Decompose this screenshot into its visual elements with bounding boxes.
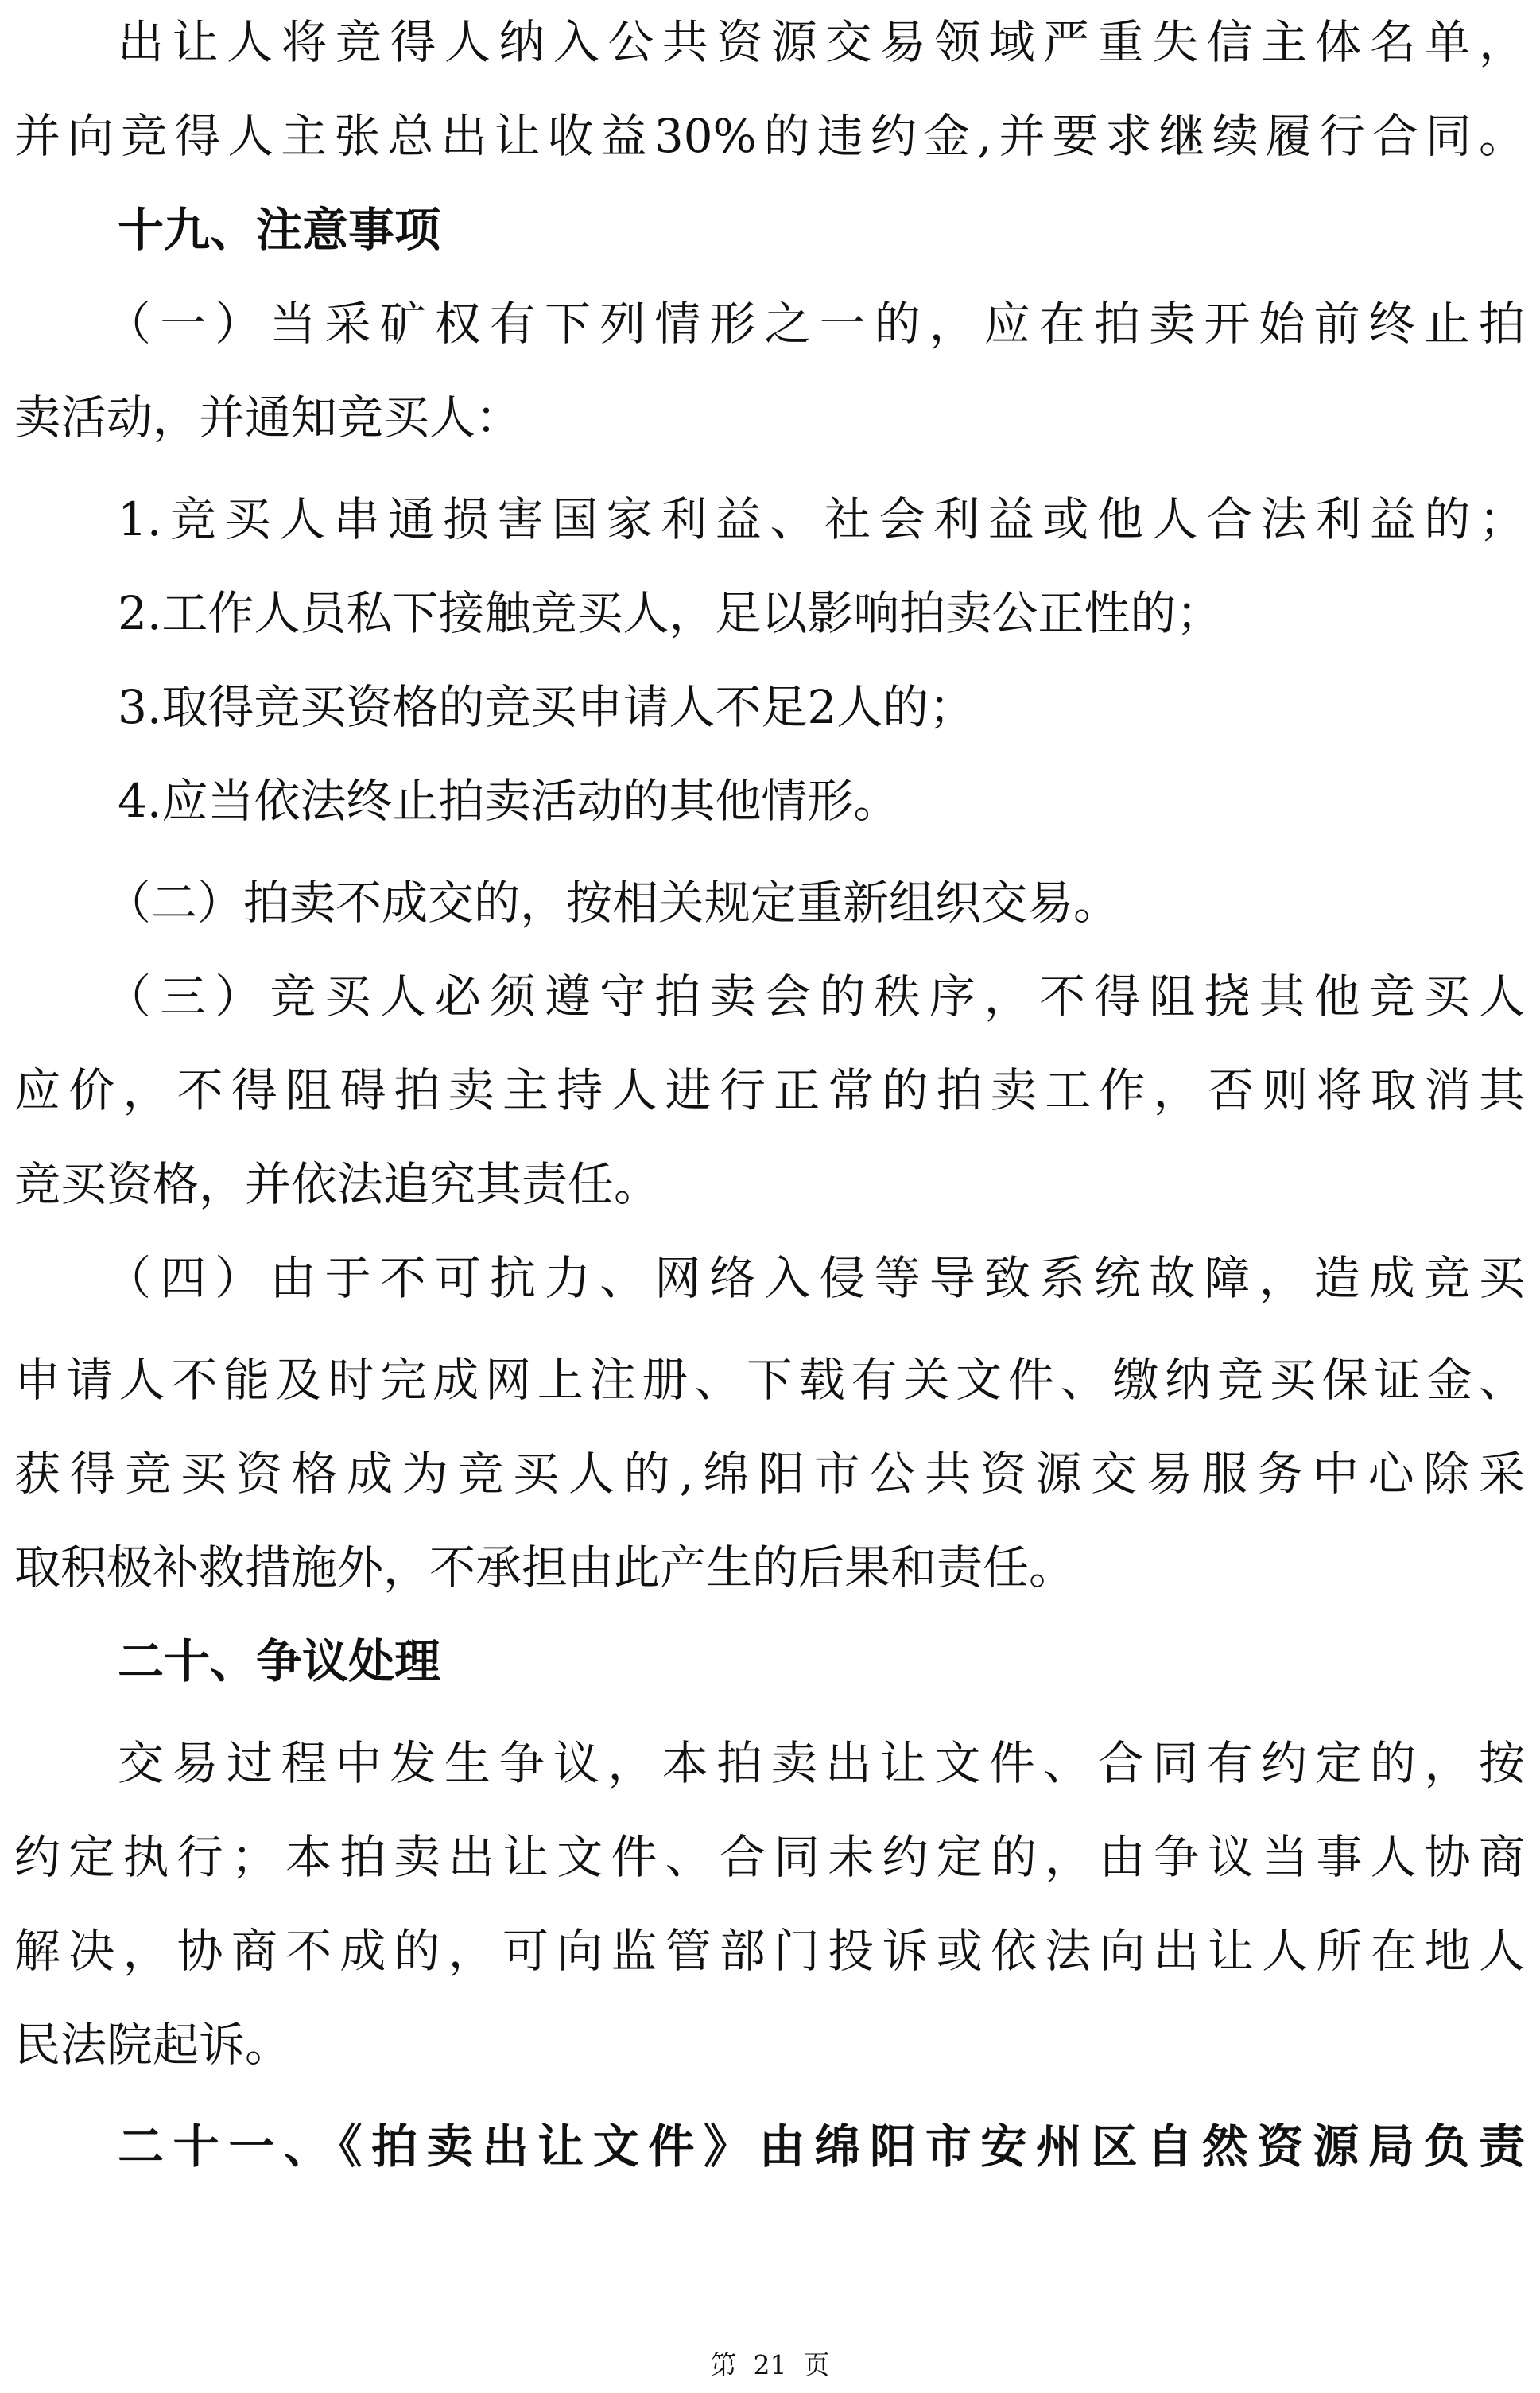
body-text-line: 解决，协商不成的，可向监管部门投诉或依法向出让人所在地人 [14,1924,1525,1978]
body-text-line: （四）由于不可抗力、网络入侵等导致系统故障，造成竞买 [105,1251,1525,1305]
body-text-line: 竞买资格，并依法追究其责任。 [14,1157,661,1211]
body-text-line: 民法院起诉。 [14,2018,292,2072]
list-item: 2.工作人员私下接触竞买人，足以影响拍卖公正性的； [118,586,1223,640]
body-text-line: 获得竞买资格成为竞买人的,绵阳市公共资源交易服务中心除采 [14,1447,1525,1501]
list-item: 4.应当依法终止拍卖活动的其他情形。 [118,774,900,828]
body-text-line: 交易过程中发生争议，本拍卖出让文件、合同有约定的，按 [118,1736,1525,1790]
body-text-line: 取积极补救措施外，不承担由此产生的后果和责任。 [14,1540,1076,1595]
body-text-line: 卖活动，并通知竞买人： [14,390,522,445]
body-text-line: （二）拍卖不成交的，按相关规定重新组织交易。 [105,876,1120,930]
section-heading-19: 十九、注意事项 [118,203,441,257]
body-text-line: 应价，不得阻碍拍卖主持人进行正常的拍卖工作，否则将取消其 [14,1063,1525,1117]
body-text-line: 并向竞得人主张总出让收益30%的违约金,并要求继续履行合同。 [14,109,1525,163]
page-number: 第 21 页 [710,2349,830,2380]
body-text-line: （一）当采矿权有下列情形之一的，应在拍卖开始前终止拍 [105,297,1525,351]
section-heading-20: 二十、争议处理 [118,1634,441,1688]
list-item: 3.取得竞买资格的竞买申请人不足2人的； [118,680,976,734]
body-text-line: 约定执行；本拍卖出让文件、合同未约定的，由争议当事人协商 [14,1830,1525,1884]
body-text-line: 出让人将竞得人纳入公共资源交易领域严重失信主体名单， [118,15,1525,69]
body-text-line: （三）竞买人必须遵守拍卖会的秩序，不得阻挠其他竞买人 [105,969,1525,1024]
body-text-line: 申请人不能及时完成网上注册、下载有关文件、缴纳竞买保证金、 [14,1353,1525,1407]
list-item: 1.竞买人串通损害国家利益、社会利益或他人合法利益的； [118,492,1525,546]
section-heading-21: 二十一、《拍卖出让文件》由绵阳市安州区自然资源局负责 [118,2119,1525,2174]
